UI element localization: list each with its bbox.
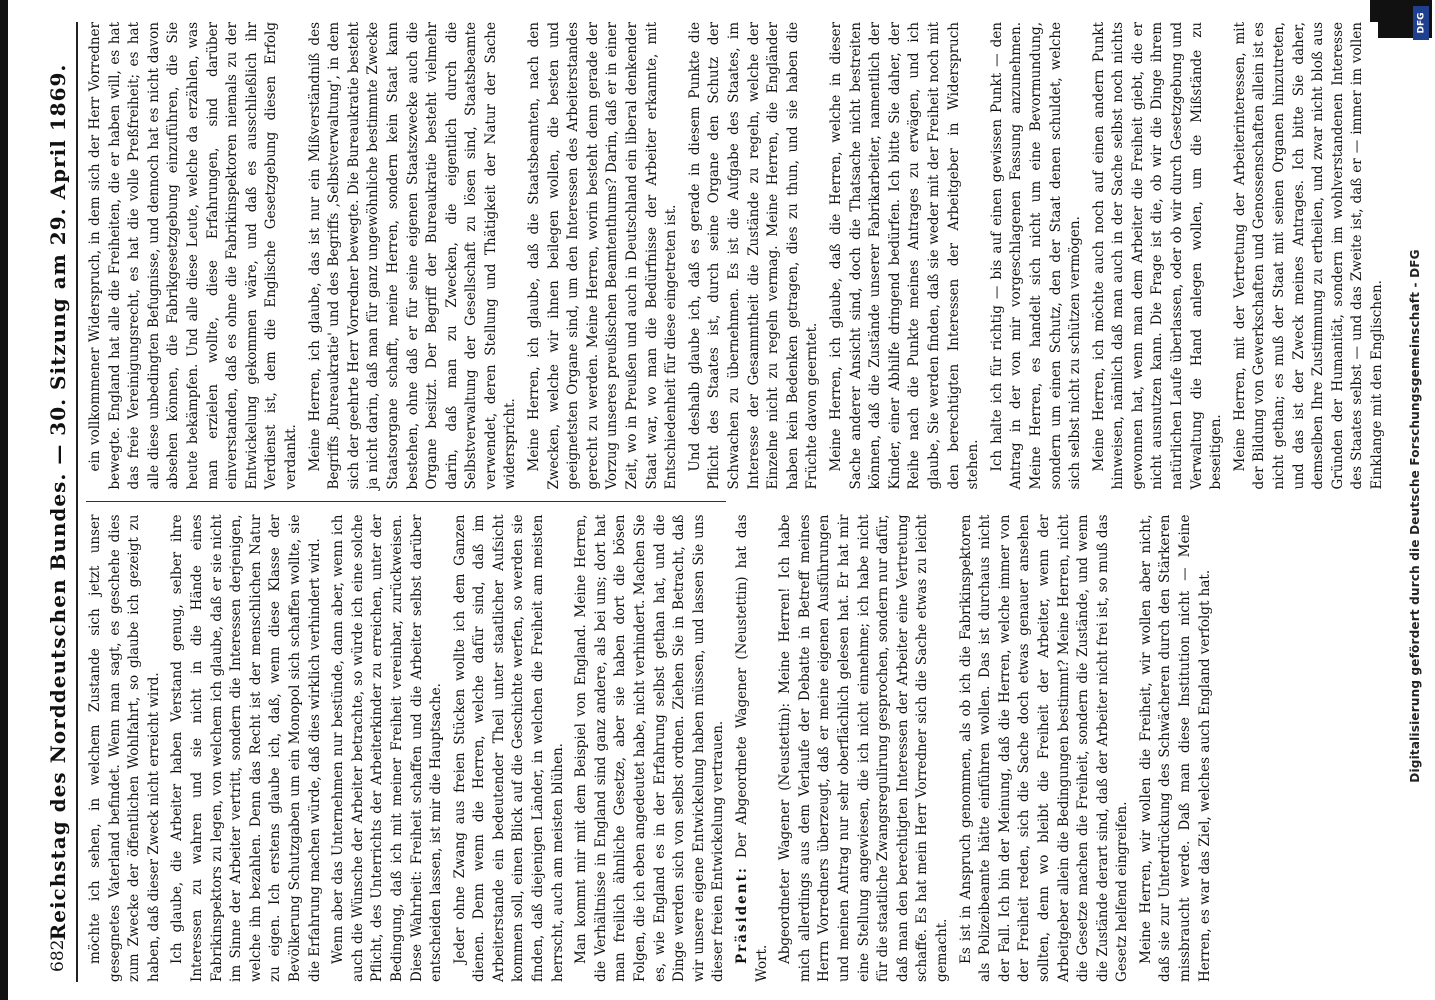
paragraph: Meine Herren, ich möchte auch noch auf einen andern Punkt hinweisen, nämlich daß man auch in der Sache selbst noch nichts gewonnen hat, wenn man dem Arbeiter die Freiheit giebt, die er nicht ausnutzen kann. Die Frage ist die, ob wir die Dinge ihrem natürlichen Laufe überlassen, oder ob wir durch Gesetzgebung und Verwaltung die Hand anlegen wollen, um die Mißstände zu beseitigen.	[1090, 22, 1225, 490]
paragraph: Meine Herren, wir wollen die Freiheit, wir wollen aber nicht, daß sie zur Unterdrückung des Schwächeren durch den Stärkeren missbraucht werde. Daß man diese Institution nicht — Meine Herren, es war das Ziel, welches auch England verfolgt hat.	[1137, 514, 1213, 982]
speaker-paragraph	[733, 515, 772, 983]
right-column	[86, 22, 1385, 490]
paragraph: Man kommt mir mit dem Beispiel von England. Meine Herren, die Verhältnisse in England sind ganz andere, als bei uns; dort hat man freilich ähnliche Gesetze, aber sie haben dort die bösen Folgen, die ich eben angedeutet habe, nicht verhindert. Machen Sie es, wie England es in der Erfahrung selbst gethan hat, und die Dinge werden sich von selbst ordnen. Ziehen Sie in Betracht, daß wir unsere eigene Entwickelung haben müssen, und lassen Sie uns dieser freien Entwickelung vertrauen.	[573, 514, 727, 982]
paragraph: Meine Herren, mit der Vertretung der Arbeiterinteressen, mit der Bildung von Gewerkschaften und Genossenschaften allein ist es nicht gethan; es muß der Staat mit seinen Organen hinzutreten, und das ist der Zweck meines Antrages. Ich bitte Sie daher, demselben Ihre Zustimmung zu ertheilen, und zwar nicht bloß aus Gründen der Humanität, sondern im wohlverstandenen Interesse des Staates selbst — und das Zweite ist, daß er — immer im vollen Einklange mit den Englischen.	[1231, 22, 1385, 490]
paragraph: Meine Herren, ich glaube, daß die Staatsbeamten, nach den Zwecken, welche wir ihnen beilegen wollen, die besten und geeignetsten Organe sind, um den Interessen des Arbeiterstandes gerecht zu werden. Meine Herren, worin besteht denn gerade der Vorzug unseres preußischen Beamtenthums? Darin, daß er in einer Zeit, wo in Preußen und auch in Deutschland ein liberal denkender Staat war, wo man die Bedürfnisse der Arbeiter erkannte, mit Entschiedenheit für diese eingetreten ist.	[526, 22, 680, 490]
scanned-page-area	[38, 18, 1385, 986]
paragraph: Und deshalb glaube ich, daß es gerade in diesem Punkte die Pflicht des Staates ist, durch seine Organe den Schutz der Schwachen zu übernehmen. Es ist die Aufgabe des Staates, im Interesse der Gesammtheit die Zustände zu regeln, welche der Einzelne nicht zu regeln vermag. Meine Herren, die Engländer haben kein Bedenken getragen, dies zu thun, und sie haben die Früchte davon geerntet.	[686, 22, 821, 490]
left-column	[86, 515, 1374, 983]
dfg-logo-text: DFG	[1416, 12, 1427, 34]
speaker-label: Präsident:	[734, 866, 750, 964]
scanned-page	[38, 22, 1385, 982]
text-columns	[86, 22, 1385, 982]
paragraph: Wenn aber das Unternehmen nur bestünde, dann aber, wenn ich auch die Wünsche der Arbeiter betrachte, so würde ich eine solche Pflicht, des Unterrichts der Arbeiterkinder zu erreichen, unter der Bedingung, daß ich mit meiner Freiheit vereinbar, zurückweisen. Diese Wahrheit: Freiheit schaffen und die Arbeiter selbst darüber entscheiden lassen, ist mir die Hauptsache.	[330, 514, 445, 982]
scan-left-border	[0, 0, 8, 1000]
running-title: Reichstag des Norddeutschen Bundes. — 30. Sitzung am 29. April 1869.	[46, 63, 70, 941]
column-divider	[86, 502, 726, 503]
dfg-logo	[1413, 6, 1429, 40]
paragraph: Meine Herren, ich glaube, das ist nur ein Mißverständniß des Begriffs ‚Bureaukratie' und des Begriffs ‚Selbstverwaltung', in dem sich der geehrte Herr Vorredner bewegte. Die Bureaukratie besteht ja nicht darin, daß man für ganz ungewöhnliche bestimmte Zwecke Staatsorgane schafft, meine Herren, sondern kein Staat kann bestehen, ohne daß er für seine eigenen Staatszwecke auch die Organe besitzt. Der Begriff der Bureaukratie besteht vielmehr darin, daß man zu Zwecken, die eigentlich durch die Selbstverwaltung der Gesellschaft zu lösen sind, Staatsbeamte verwendet, deren Stellung und Thätigkeit der Natur der Sache widerspricht.	[306, 22, 519, 490]
paragraph: Jeder ohne Zwang aus freien Stücken wollte ich dem Ganzen dienen. Denn wenn die Herren, welche dafür sind, daß im Arbeiterstande ein bedeutender Theil unter staatlicher Aufsicht kommen soll, einen Blick auf die Geschichte werfen, so werden sie finden, daß diejenigen Länder, in welchen die Freiheit am meisten herrscht, auch am meisten blühen.	[451, 514, 566, 982]
paragraph: möchte ich sehen, in welchem Zustande sich jetzt unser gesegnetes Vaterland befindet. Wenn man sagt, es geschehe dies zum Zwecke der öffentlichen Wohlfahrt, so glaube ich gezeigt zu haben, daß dieser Zweck nicht erreicht wird.	[87, 514, 162, 982]
digitization-banner	[1395, 38, 1435, 993]
paragraph: Meine Herren, ich glaube, daß die Herren, welche in dieser Sache anderer Ansicht sind, doch die Thatsache nicht bestreiten können, daß die Zustände unserer Fabrikarbeiter, namentlich der Kinder, einer Abhilfe dringend bedürfen. Ich bitte Sie daher, der Reihe nach die Punkte meines Antrages zu erwägen, und ich glaube, Sie werden finden, daß sie weder mit der Freiheit noch mit den berechtigten Interessen der Arbeitgeber in Widerspruch stehen.	[827, 22, 982, 490]
speaker-text: Der Abgeordnete Wagener (Neustettin) hat das Wort.	[734, 514, 770, 982]
paragraph: Abgeordneter Wagener (Neustettin): Meine Herren! Ich habe mich allerdings aus dem Verlaufe der Debatte in Betreff meines Herrn Vorredners überzeugt, daß er meine eigenen Ausführungen und meinen Antrag nur sehr oberflächlich gelesen hat. Er hat mir eine Stellung angewiesen, die ich nicht einnehme; ich habe nicht für die staatliche Zwangsregulirung gesprochen, sondern nur dafür, daß man den berechtigten Interessen der Arbeiter eine Vertretung schaffe. Es hat mein Herr Vorredner sich die Sache etwas zu leicht gemacht.	[777, 514, 950, 982]
paragraph: Es ist in Anspruch genommen, als ob ich die Fabrikinspektoren als Polizeibeamte hätte einführen wollen. Das ist durchaus nicht der Fall. Ich bin der Meinung, daß die Herren, welche immer von der Freiheit reden, sich die Sache doch etwas genauer ansehen sollten, denn wo bleibt die Freiheit der Arbeiter, wenn der Arbeitgeber allein die Bedingungen bestimmt? Meine Herren, nicht die Gesetze machen die Freiheit, sondern die Zustände, und wenn die Zustände derart sind, daß der Arbeiter nicht frei ist, so muß das Gesetz helfend eingreifen.	[957, 514, 1131, 982]
paragraph: Ich glaube, die Arbeiter haben Verstand genug, selber ihre Interessen zu wahren und sie nicht in die Hände eines Fabrikinspektors zu legen, von welchem ich glaube, daß er sie nicht im Sinne der Arbeiter vertritt, sondern die Interessen derjenigen, welche ihn bezahlen. Denn das Recht ist der menschlichen Natur zu eigen. Ich erstens glaube ich, daß, wenn diese Klasse der Bevölkerung Schutzgaben um ein Monopol sich schaffen wollte, sie die Erfahrung machen würde, daß dies wirklich verhindert wird.	[169, 514, 323, 982]
digitization-credit: Digitalisierung gefördert durch die Deutsche Forschungsgemeinschaft - DFG	[1408, 248, 1422, 783]
page-header	[42, 22, 78, 982]
paragraph: ein vollkommener Widerspruch, in dem sich der Herr Vorredner bewegte. England hat alle die Freiheiten, die er haben will, es hat das freie Vereinigungsrecht, es hat die volle Preßfreiheit; es hat alle diese unbedingten Befugnisse, und dennoch hat es nicht davon absehen können, die Fabrikgesetzgebung einzuführen, die Sie heute bekämpfen. Und alle diese Leute, welche da erzählen, was man erzielen wollte, diese Erfahrungen, sind darüber einverstanden, daß es ohne die Fabrikinspektoren niemals zu der Entwickelung gekommen wäre, und daß es ausschließlich ihr Verdienst ist, dem die Englische Gesetzgebung diesen Erfolg verdankt.	[87, 22, 299, 490]
page-number: 682	[48, 939, 68, 972]
paragraph: Ich halte ich für richtig — bis auf einen gewissen Punkt — den Antrag in der von mir vorgeschlagenen Fassung anzunehmen. Meine Herren, es handelt sich nicht um eine Bevormundung, sondern um einen Schutz, den der Staat denen schuldet, welche sich selbst nicht zu schützen vermögen.	[988, 22, 1084, 490]
